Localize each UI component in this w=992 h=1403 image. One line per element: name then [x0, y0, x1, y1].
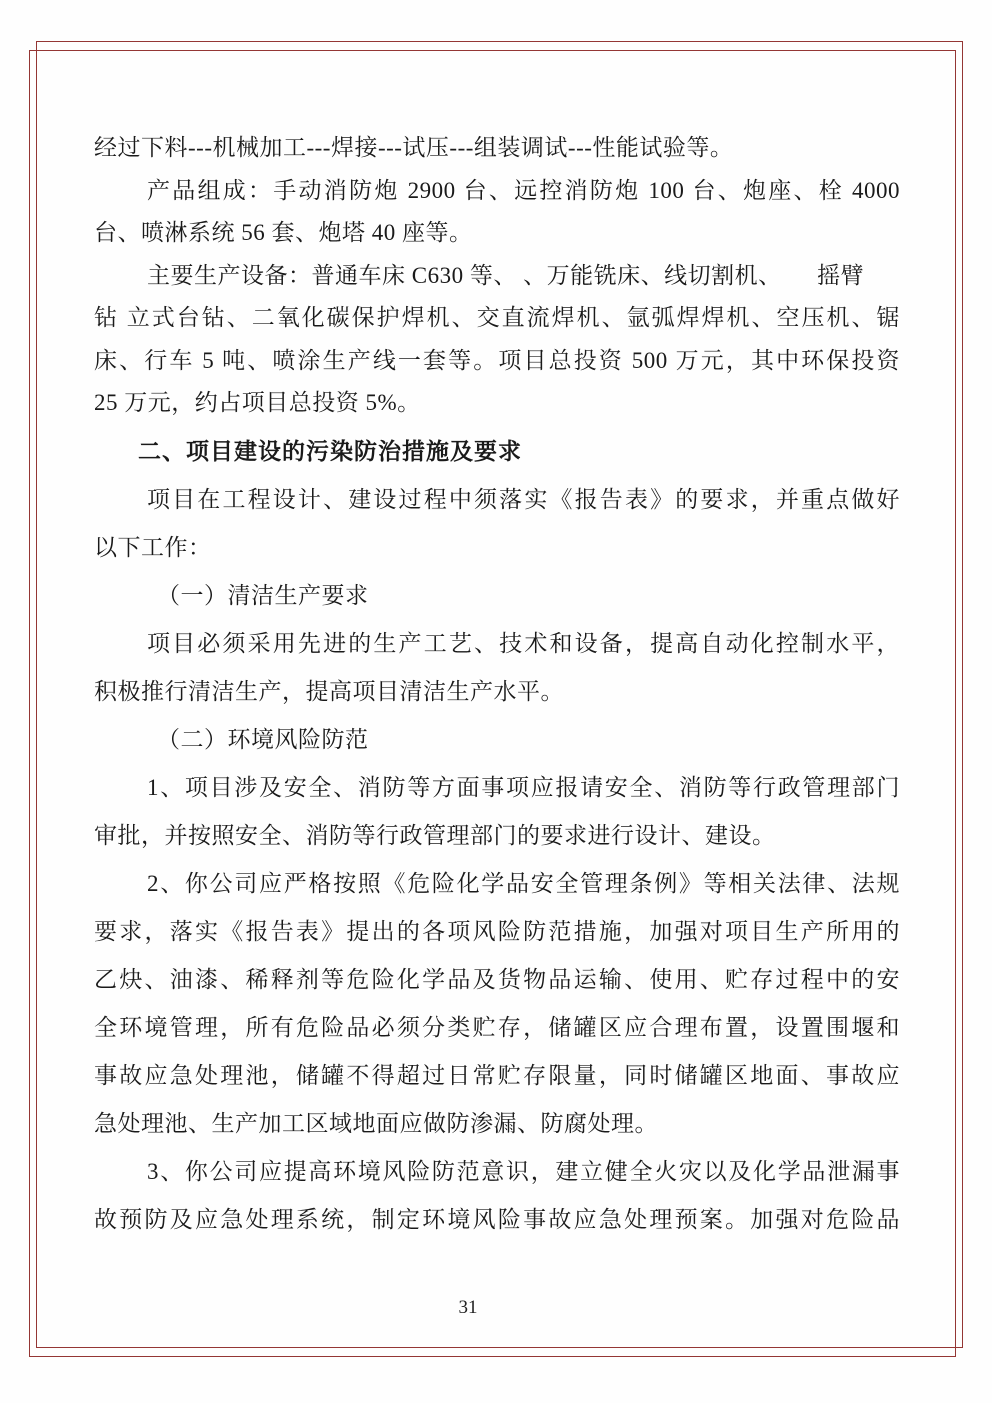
- body-line: 1、项目涉及安全、消防等方面事项应报请安全、消防等行政管理部门: [147, 774, 900, 800]
- body-line: 主要生产设备：普通车床 C630 等、 、万能铣床、线切割机、 摇臂: [147, 262, 865, 288]
- section-project-overview: [94, 127, 900, 425]
- body-line: 台、喷淋系统 56 套、炮塔 40 座等。: [94, 220, 473, 245]
- document-body: [94, 127, 900, 1244]
- body-line: 床、行车 5 吨、喷涂生产线一套等。项目总投资 500 万元，其中环保投资: [94, 347, 900, 373]
- body-line: 以下工作：: [94, 534, 212, 560]
- body-line: 25 万元，约占项目总投资 5%。: [94, 390, 421, 415]
- body-line: 项目在工程设计、建设过程中须落实《报告表》的要求，并重点做好: [147, 486, 900, 512]
- body-line: 审批，并按照安全、消防等行政管理部门的要求进行设计、建设。: [94, 822, 776, 848]
- body-line: 全环境管理，所有危险品必须分类贮存，储罐区应合理布置，设置围堰和: [94, 1014, 900, 1040]
- sub-heading: （二）环境风险防范: [157, 726, 369, 752]
- body-line: 要求，落实《报告表》提出的各项风险防范措施，加强对项目生产所用的: [94, 918, 900, 944]
- body-line: 项目必须采用先进的生产工艺、技术和设备，提高自动化控制水平，: [147, 630, 900, 656]
- body-line: 急处理池、生产加工区域地面应做防渗漏、防腐处理。: [94, 1110, 658, 1136]
- sub-heading: （一）清洁生产要求: [157, 582, 369, 608]
- body-line: 乙炔、油漆、稀释剂等危险化学品及货物品运输、使用、贮存过程中的安: [94, 966, 900, 992]
- section-pollution-control: [94, 428, 900, 1244]
- body-line: 2、你公司应严格按照《危险化学品安全管理条例》等相关法律、法规: [147, 870, 900, 896]
- section-heading: 二、项目建设的污染防治措施及要求: [138, 438, 522, 464]
- body-line: 事故应急处理池，储罐不得超过日常贮存限量，同时储罐区地面、事故应: [94, 1062, 900, 1088]
- body-line: 积极推行清洁生产，提高项目清洁生产水平。: [94, 678, 564, 704]
- body-line: 经过下料---机械加工---焊接---试压---组装调试---性能试验等。: [94, 135, 734, 160]
- body-line: 产品组成：手动消防炮 2900 台、远控消防炮 100 台、炮座、栓 4000: [147, 177, 901, 203]
- body-line: 故预防及应急处理系统，制定环境风险事故应急处理预案。加强对危险品: [94, 1206, 900, 1232]
- body-line: 3、你公司应提高环境风险防范意识，建立健全火灾以及化学品泄漏事: [147, 1158, 900, 1184]
- page-number: 31: [458, 1297, 478, 1318]
- body-line: 钻 立式台钻、二氧化碳保护焊机、交直流焊机、氩弧焊焊机、空压机、锯: [94, 305, 900, 330]
